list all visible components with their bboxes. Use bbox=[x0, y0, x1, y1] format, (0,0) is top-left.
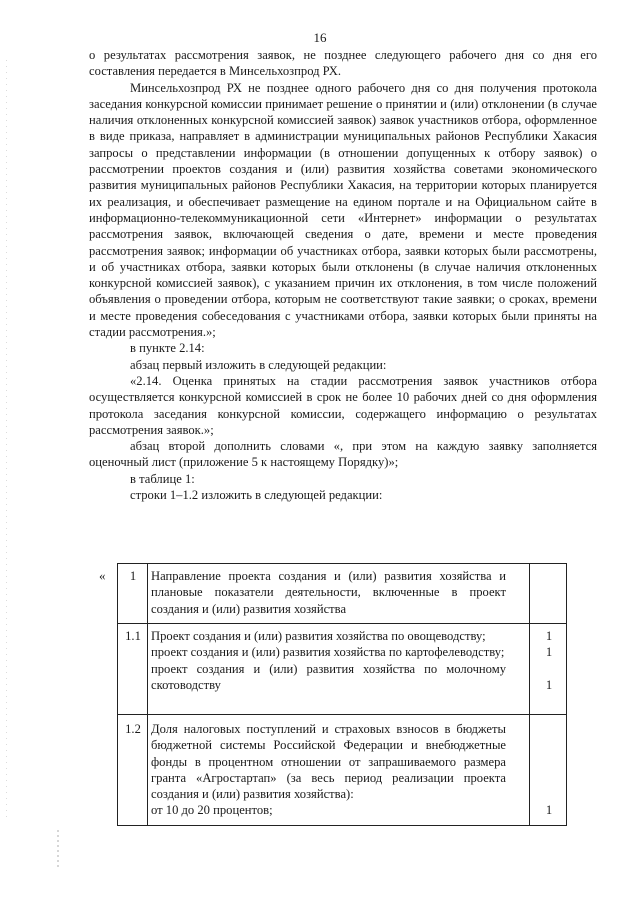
scan-artifact bbox=[57, 830, 59, 870]
page-number: 16 bbox=[313, 30, 327, 45]
table-row-number: 1.2 bbox=[125, 722, 141, 736]
paragraph: Минсельхозпрод РХ не позднее одного рабочего дня со дня получения протокола заседания конкурсной комиссии принимает решение о принятии и (или) отклонении (в случае наличия отклоненных конкурсной комиссией заявок) заявок участников отбора, оформленное в виде приказа, направляет в администрации муниципальных районов Республики Хакасия запросы о представлении информации (в отношении допущенных к отбору заявок) о рассмотрении проектов создания и (или) развития хозяйства советами экономического развития муниципальных районов Республики Хакасия, на территории которых планируется их реализация, и обеспечивает размещение на едином портале и на Официальном сайте в информационно-телекоммуникационной сети «Интернет» информации о результатах рассмотрения заявок, включающей сведения о дате, времени и месте проведения рассмотрения заявок; информации об участниках отбора, заявки которых были рассмотрены, и об участниках отбора, заявки которых были отклонены (в случае наличия отклоненных конкурсной комиссией заявок), с указанием причин их отклонения, в том числе положений объявления о проведении отбора, которым не соответствуют такие заявки; о сроках, времени и месте проведения собеседования с участниками отбора, заявки которых были приняты на стадии рассмотрения.»; bbox=[89, 80, 597, 340]
table-row-item: проект создания и (или) развития хозяйства по картофелеводству; bbox=[151, 645, 505, 660]
table-row-number: 1.1 bbox=[125, 629, 141, 643]
table-row-item: Доля налоговых поступлений и страховых взносов в бюджеты бюджетной системы Российской Федерации и внебюджетные фонды в процентном отношении от запрашиваемого размера гранта «Агростартап» (за весь период реализации проекта создания и (или) развития хозяйства): bbox=[151, 722, 506, 802]
criteria-table bbox=[117, 563, 567, 826]
table-divider bbox=[529, 564, 530, 825]
scan-edge-artifact bbox=[6, 60, 7, 820]
paragraph: строки 1–1.2 изложить в следующей редакции: bbox=[130, 488, 383, 503]
table-row-item: проект создания и (или) развития хозяйства по молочному скотоводству bbox=[151, 661, 506, 692]
table-row-number: 1 bbox=[129, 569, 137, 583]
points-value: 1 bbox=[545, 803, 553, 817]
table-open-quote: « bbox=[99, 568, 106, 583]
table-row-points bbox=[534, 628, 564, 693]
body-text bbox=[89, 47, 597, 503]
table-row-item: от 10 до 20 процентов; bbox=[151, 803, 273, 818]
paragraph: в таблице 1: bbox=[130, 471, 195, 486]
paragraph: абзац первый изложить в следующей редакции: bbox=[130, 357, 387, 372]
points-value: 1 bbox=[545, 645, 553, 660]
points-value: 1 bbox=[545, 629, 553, 643]
table-row-text: Направление проекта создания и (или) развития хозяйства и плановые показатели деятельности, включенные в проект создания и (или) развития хозяйства bbox=[151, 569, 506, 616]
paragraph: в пункте 2.14: bbox=[130, 341, 205, 356]
paragraph: «2.14. Оценка принятых на стадии рассмотрения заявок участников отбора осуществляется конкурсной комиссией в срок не более 10 рабочих дней со дня оформления протокола заседания конкурсной комиссии, содержащего информацию о результатах рассмотрения заявок.»; bbox=[89, 373, 597, 437]
table-row-item: Проект создания и (или) развития хозяйства по овощеводству; bbox=[151, 629, 486, 643]
points-value: 1 bbox=[545, 677, 553, 692]
table-divider bbox=[147, 564, 148, 825]
table-row-text bbox=[151, 628, 506, 693]
table-divider bbox=[118, 714, 566, 715]
paragraph: о результатах рассмотрения заявок, не позднее следующего рабочего дня со дня его составления передается в Минсельхозпрод РХ. bbox=[89, 48, 597, 79]
table-divider bbox=[118, 623, 566, 624]
paragraph: абзац второй дополнить словами «, при этом на каждую заявку заполняется оценочный лист (приложение 5 к настоящему Порядку)»; bbox=[89, 439, 597, 470]
table-row-text bbox=[151, 721, 506, 819]
